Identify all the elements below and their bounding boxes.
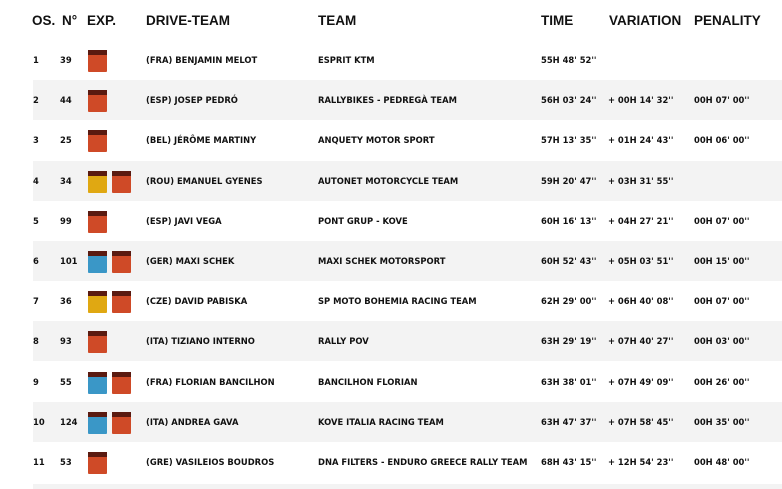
table-row: [33, 161, 782, 201]
position-cell: 2: [33, 95, 39, 106]
red-experience-badge-icon: [88, 452, 107, 474]
time-cell: 60H 16' 13'': [541, 215, 597, 226]
header-experience: EXP.: [87, 13, 117, 28]
penalty-cell: 00H 07' 00'': [694, 296, 750, 307]
blue-experience-badge-icon: [88, 412, 107, 434]
number-cell: 93: [60, 336, 72, 347]
badge-band: [88, 50, 107, 55]
variation-cell: + 03H 31' 55'': [608, 175, 674, 186]
table-row: [33, 201, 782, 241]
badge-band: [112, 291, 131, 296]
number-cell: 99: [60, 215, 72, 226]
red-experience-badge-icon: [112, 291, 131, 313]
team-cell: DNA FILTERS - ENDURO GREECE RALLY TEAM: [318, 457, 528, 467]
penalty-cell: 00H 03' 00'': [694, 336, 750, 347]
variation-cell: + 05H 03' 51'': [608, 256, 674, 266]
number-cell: 55: [60, 376, 72, 387]
badge-band: [88, 331, 107, 336]
red-experience-badge-icon: [88, 90, 107, 112]
time-cell: 60H 52' 43'': [541, 256, 597, 266]
yellow-experience-badge-icon: [88, 171, 107, 193]
time-cell: 68H 43' 15'': [541, 457, 597, 467]
badge-band: [112, 171, 131, 176]
driver-cell: (ITA) ANDREA GAVA: [146, 416, 239, 427]
header-variation: VARIATION: [609, 13, 682, 28]
time-cell: 57H 13' 35'': [541, 135, 597, 146]
driver-cell: (ESP) JOSEP PEDRÓ: [146, 95, 238, 106]
time-cell: 63H 29' 19'': [541, 336, 597, 347]
table-row: [33, 362, 782, 402]
red-experience-badge-icon: [88, 130, 107, 152]
table-row: [33, 402, 782, 442]
position-cell: 1: [33, 55, 39, 65]
team-cell: ESPRIT KTM: [318, 55, 375, 65]
time-cell: 63H 38' 01'': [541, 376, 597, 387]
badge-band: [112, 412, 131, 417]
variation-cell: + 07H 58' 45'': [608, 416, 674, 427]
driver-cell: (CZE) DAVID PABISKA: [146, 296, 248, 307]
badge-band: [88, 90, 107, 95]
penalty-cell: 00H 07' 00'': [694, 95, 750, 106]
number-cell: 124: [60, 416, 78, 427]
driver-cell: (FRA) BENJAMIN MELOT: [146, 55, 258, 65]
team-cell: MAXI SCHEK MOTORSPORT: [318, 256, 446, 266]
table-header: [0, 0, 782, 42]
variation-cell: + 04H 27' 21'': [608, 215, 674, 226]
number-cell: 34: [60, 175, 72, 186]
badge-band: [88, 171, 107, 176]
penalty-cell: 00H 07' 00'': [694, 215, 750, 226]
time-cell: 63H 47' 37'': [541, 416, 597, 427]
variation-cell: + 06H 40' 08'': [608, 296, 674, 307]
table-row: [33, 442, 782, 482]
header-team: TEAM: [318, 13, 357, 28]
position-cell: 6: [33, 256, 39, 266]
table-row: [33, 321, 782, 361]
blue-experience-badge-icon: [88, 372, 107, 394]
badge-band: [88, 372, 107, 377]
table-row: [33, 40, 782, 80]
table-row: [33, 281, 782, 321]
red-experience-badge-icon: [112, 412, 131, 434]
team-cell: RALLY POV: [318, 336, 369, 347]
penalty-cell: 00H 48' 00'': [694, 457, 750, 467]
time-cell: 62H 29' 00'': [541, 296, 597, 307]
driver-cell: (ITA) TIZIANO INTERNO: [146, 336, 255, 347]
badge-band: [88, 211, 107, 216]
time-cell: 56H 03' 24'': [541, 95, 597, 106]
position-cell: 10: [33, 416, 45, 427]
time-cell: 55H 48' 52'': [541, 55, 597, 65]
header-position: OS.: [32, 13, 56, 28]
number-cell: 53: [60, 457, 72, 467]
header-time: TIME: [541, 13, 574, 28]
number-cell: 39: [60, 55, 72, 65]
penalty-cell: 00H 06' 00'': [694, 135, 750, 146]
variation-cell: + 07H 49' 09'': [608, 376, 674, 387]
header-number: N°: [62, 13, 78, 28]
yellow-experience-badge-icon: [88, 291, 107, 313]
position-cell: 4: [33, 175, 39, 186]
driver-cell: (BEL) JÉRÔME MARTINY: [146, 135, 257, 146]
red-experience-badge-icon: [112, 251, 131, 273]
time-cell: 59H 20' 47'': [541, 175, 597, 186]
position-cell: 7: [33, 296, 39, 307]
team-cell: RALLYBIKES - PEDREGÀ TEAM: [318, 95, 457, 106]
number-cell: 25: [60, 135, 72, 146]
header-penalty: PENALITY: [694, 13, 761, 28]
driver-cell: (ROU) EMANUEL GYENES: [146, 175, 263, 186]
number-cell: 44: [60, 95, 72, 106]
penalty-cell: 00H 35' 00'': [694, 416, 750, 427]
variation-cell: + 01H 24' 43'': [608, 135, 674, 146]
badge-band: [88, 452, 107, 457]
position-cell: 11: [33, 457, 45, 467]
badge-band: [112, 251, 131, 256]
team-cell: PONT GRUP - KOVE: [318, 215, 408, 226]
red-experience-badge-icon: [112, 372, 131, 394]
badge-band: [88, 291, 107, 296]
number-cell: 36: [60, 296, 72, 307]
variation-cell: + 07H 40' 27'': [608, 336, 674, 347]
driver-cell: (GRE) VASILEIOS BOUDROS: [146, 457, 275, 467]
table-row: [33, 120, 782, 160]
blue-experience-badge-icon: [88, 251, 107, 273]
variation-cell: + 00H 14' 32'': [608, 95, 674, 106]
table-row: [33, 241, 782, 281]
badge-band: [112, 372, 131, 377]
position-cell: 5: [33, 215, 39, 226]
driver-cell: (FRA) FLORIAN BANCILHON: [146, 376, 275, 387]
position-cell: 9: [33, 376, 39, 387]
red-experience-badge-icon: [88, 331, 107, 353]
team-cell: AUTONET MOTORCYCLE TEAM: [318, 175, 459, 186]
header-drive-team: DRIVE-TEAM: [146, 13, 230, 28]
penalty-cell: 00H 26' 00'': [694, 376, 750, 387]
penalty-cell: 00H 15' 00'': [694, 256, 750, 266]
team-cell: BANCILHON FLORIAN: [318, 376, 418, 387]
badge-band: [88, 130, 107, 135]
red-experience-badge-icon: [88, 50, 107, 72]
position-cell: 3: [33, 135, 39, 146]
table-row: [33, 80, 782, 120]
driver-cell: (GER) MAXI SCHEK: [146, 256, 235, 266]
number-cell: 101: [60, 256, 78, 266]
badge-band: [88, 251, 107, 256]
team-cell: ANQUETY MOTOR SPORT: [318, 135, 435, 146]
badge-band: [88, 412, 107, 417]
table-row-partial: [33, 484, 782, 489]
variation-cell: + 12H 54' 23'': [608, 457, 674, 467]
driver-cell: (ESP) JAVI VEGA: [146, 215, 222, 226]
team-cell: SP MOTO BOHEMIA RACING TEAM: [318, 296, 477, 307]
team-cell: KOVE ITALIA RACING TEAM: [318, 416, 444, 427]
red-experience-badge-icon: [112, 171, 131, 193]
red-experience-badge-icon: [88, 211, 107, 233]
position-cell: 8: [33, 336, 39, 347]
